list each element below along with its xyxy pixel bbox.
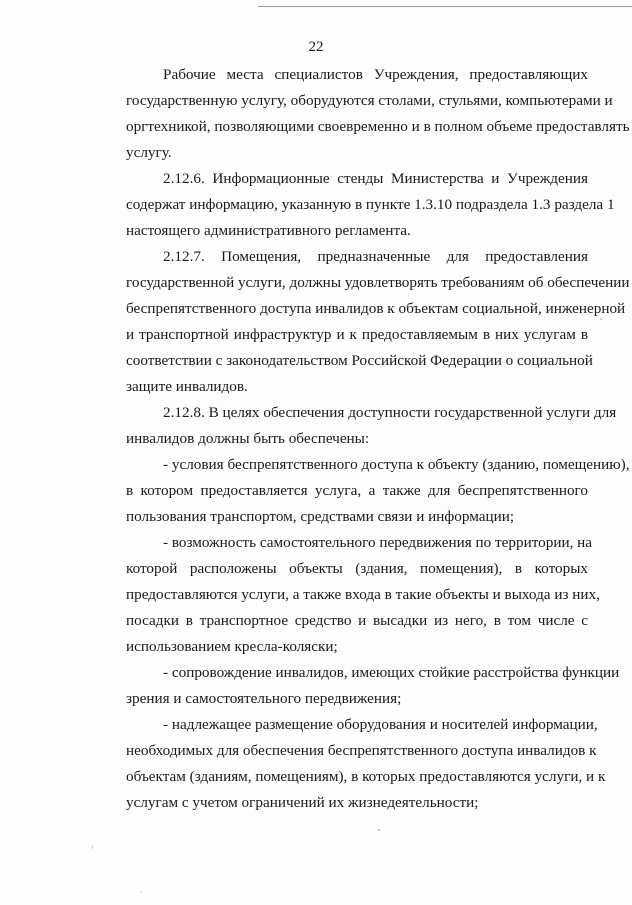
scan-speck [92, 846, 93, 849]
text-line: предоставляются услуги, а также входа в такие объекты и выхода из них, [126, 586, 600, 603]
text-line: в котором предоставляется услуга, а также для беспрепятственного [126, 482, 588, 499]
text-line: - условия беспрепятственного доступа к объекту (зданию, помещению), [163, 456, 630, 473]
scan-edge-line [258, 6, 632, 7]
text-line: соответствии с законодательством Российской Федерации о социальной [126, 352, 593, 369]
text-line: - сопровождение инвалидов, имеющих стойкие расстройства функции [163, 664, 620, 681]
paragraph-p1 [89, 62, 630, 166]
text-line: содержат информацию, указанную в пункте 1.3.10 подраздела 1.3 раздела 1 [126, 196, 615, 213]
text-line: посадки в транспортное средство и высадки из него, в том числе с [126, 612, 588, 629]
text-line: которой расположены объекты (здания, помещения), в которых [126, 560, 588, 577]
text-line: услугу. [126, 144, 172, 161]
paragraph-p4 [89, 400, 617, 452]
text-line: инвалидов должны быть обеспечены: [126, 430, 370, 447]
paragraph-p2 [89, 166, 615, 244]
text-line: оргтехникой, позволяющими своевременно и в полном объеме предоставлять [126, 118, 630, 135]
paragraph-p7 [89, 660, 620, 712]
paragraph-p6 [89, 530, 600, 660]
text-line: 2.12.7. Помещения, предназначенные для предоставления [163, 248, 588, 265]
text-line: Рабочие места специалистов Учреждения, предоставляющих [163, 66, 588, 83]
page-number: 22 [308, 39, 324, 55]
text-line: необходимых для обеспечения беспрепятственного доступа инвалидов к [126, 742, 597, 759]
text-line: и транспортной инфраструктур и к предоставляемым в них услугам в [126, 326, 588, 343]
text-line: зрения и самостоятельного передвижения; [126, 690, 402, 707]
text-line: услугам с учетом ограничений их жизнедеятельности; [126, 794, 479, 811]
text-line: использованием кресла-коляски; [126, 638, 338, 655]
text-line: - возможность самостоятельного передвижения по территории, на [163, 534, 593, 551]
text-line: настоящего административного регламента. [126, 222, 411, 239]
paragraph-p8 [89, 712, 606, 816]
text-line: государственную услугу, оборудуются столами, стульями, компьютерами и [126, 92, 613, 109]
scan-speck [140, 892, 142, 893]
text-line: объектам (зданиям, помещениям), в которых предоставляются услуги, и к [126, 768, 606, 785]
scan-speck [600, 318, 602, 320]
text-line: пользования транспортом, средствами связи и информации; [126, 508, 515, 525]
paragraph-p3 [89, 244, 630, 400]
document-body [89, 62, 630, 816]
scan-speck [378, 829, 380, 831]
text-line: - надлежащее размещение оборудования и носителей информации, [163, 716, 598, 733]
paragraph-p5 [89, 452, 630, 530]
text-line: 2.12.8. В целях обеспечения доступности государственной услуги для [163, 404, 617, 421]
text-line: государственной услуги, должны удовлетворять требованиям об обеспечении [126, 274, 630, 291]
text-line: 2.12.6. Информационные стенды Министерства и Учреждения [163, 170, 588, 187]
text-line: защите инвалидов. [126, 378, 248, 395]
text-line: беспрепятственного доступа инвалидов к объектам социальной, инженерной [126, 300, 626, 317]
